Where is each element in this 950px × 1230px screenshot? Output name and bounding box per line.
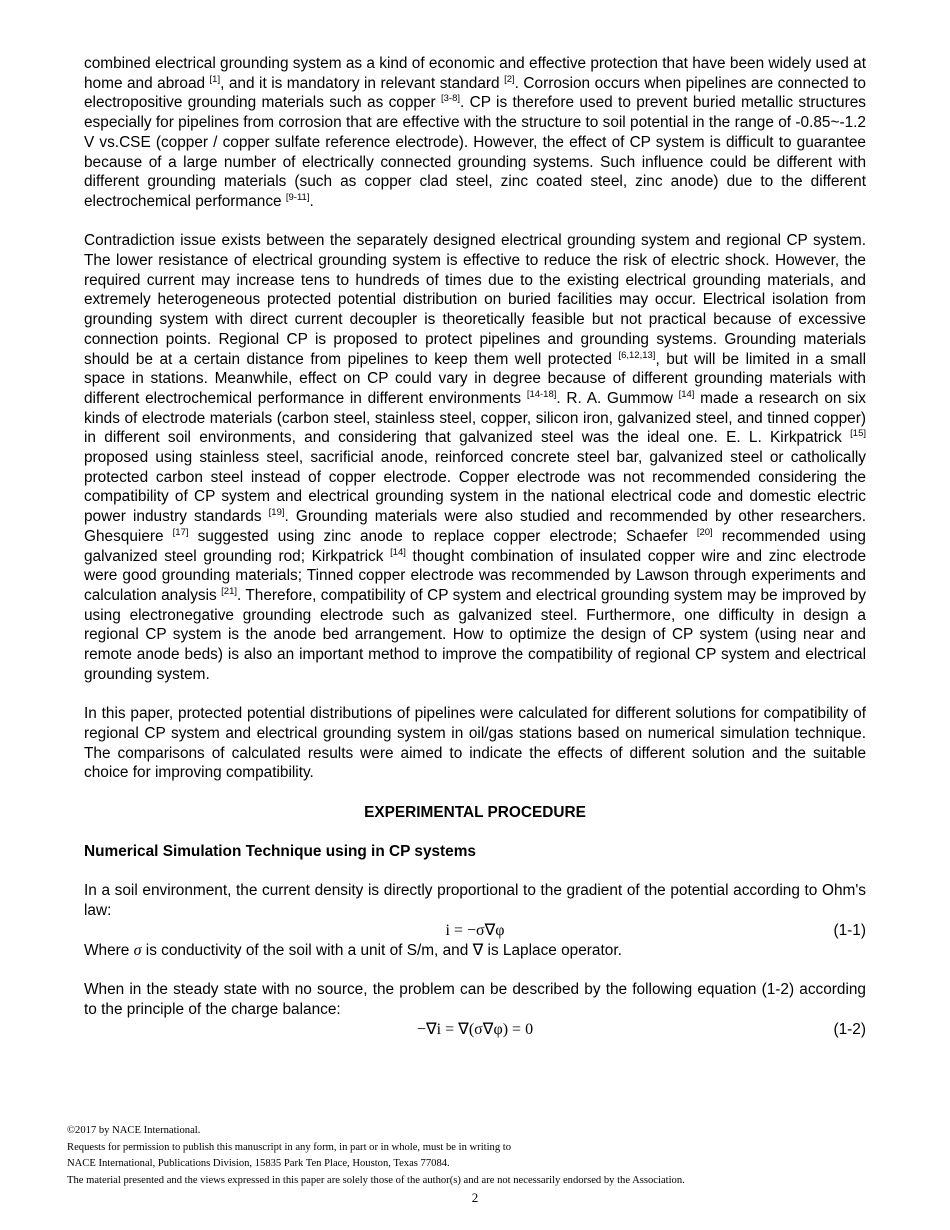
citation: [6,12,13]: [618, 349, 656, 361]
text-run: Contradiction issue exists between the separately designed electrical grounding system and regional CP system. The lower resistance of electrical grounding system is effective to reduce the risk of electric shock. However, the required current may increase tens to hundreds of times due to the existing electrical grounding materials, and extremely heterogeneous protected potential distribution on buried facilities may occur. Electrical isolation from grounding system with direct current decoupler is theoretically feasible but not practical because of excessive connection points. Regional CP is proposed to protect pipelines and grounding systems. Grounding materials should be at a certain distance from pipelines to keep them well protected: [84, 232, 866, 368]
text-run: . Therefore, compatibility of CP system and electrical grounding system may be improved by using electronegative grounding electrode such as galvanized steel. Furthermore, one difficulty in design a regional CP system is the anode bed arrangement. How to optimize the design of CP system (using near and remote anode beds) is also an important method to improve the compatibility of regional CP system and electrical grounding system.: [84, 586, 866, 683]
citation: [19]: [268, 507, 285, 519]
equation-1-2: [84, 1020, 866, 1040]
citation: [1]: [209, 73, 221, 85]
citation: [21]: [221, 585, 237, 597]
paragraph-intro-continued: [84, 54, 866, 212]
paragraph-steady-state: When in the steady state with no source, the problem can be described by the following equation (1-2) according to the principle of the charge balance:: [84, 981, 866, 1018]
text-run: . Grounding materials were also studied and recommended by other researchers. Ghesquiere: [84, 508, 866, 545]
paragraph-contradiction: [84, 231, 866, 684]
text-run: , but will be limited in a small space in stations. Meanwhile, effect on CP could vary in degree because of different grounding materials with different electrochemical performance in different environments: [84, 350, 866, 407]
citation: [15]: [850, 428, 866, 440]
page-content: [84, 54, 866, 1040]
page-footer: [67, 1123, 685, 1189]
sigma-symbol: σ: [133, 941, 142, 959]
footer-disclaimer: The material presented and the views expressed in this paper are solely those of the author(s) and are not necessarily endorsed by the Association.: [67, 1174, 685, 1186]
equation-number: (1-1): [833, 921, 866, 939]
text-run: Where: [84, 941, 134, 959]
equation-expression: −∇i = ∇(σ∇φ) = 0: [416, 1020, 534, 1038]
citation: [2]: [504, 73, 515, 85]
paragraph-ohms-law: In a soil environment, the current density is directly proportional to the gradient of the potential according to Ohm's law:: [84, 882, 866, 920]
footer-copyright: ©2017 by NACE International.: [67, 1125, 201, 1136]
text-run: proposed using stainless steel, sacrificial anode, reinforced concrete steel bar, galvanized steel or catholically protected carbon steel instead of copper electrode. Copper electrode was not recommended considering the compatibility of CP system and electrical grounding system in the national electrical code and domestic electric power industry standards: [84, 449, 866, 526]
paragraph-this-paper: In this paper, protected potential distributions of pipelines were calculated for different solutions for compatibility of regional CP system and electrical grounding system in oil/gas stations based on numerical simulation technique. The comparisons of calculated results were aimed to indicate the effects of different solution and the suitable choice for improving compatibility.: [84, 705, 866, 782]
paragraph-where: [84, 941, 866, 961]
equation-number: (1-2): [833, 1020, 866, 1038]
citation: [17]: [172, 526, 189, 538]
text-run: . R. A. Gummow: [556, 389, 679, 407]
text-run: . CP is therefore used to prevent buried metallic structures especially for pipelines from corrosion that are effective with the structure to soil potential in the range of -0.85~-1.2 V vs.CSE (copper / copper sulfate reference electrode). However, the effect of CP system is difficult to guarantee because of a large number of electrically connected grounding systems. Such influence could be different with different grounding materials (such as copper clad steel, zinc coated steel, zinc anode) due to the different electrochemical performance: [84, 94, 867, 210]
equation-expression: i = −σ∇φ: [445, 921, 505, 939]
text-run: recommended using galvanized steel grounding rod; Kirkpatrick: [84, 527, 866, 565]
footer-address: NACE International, Publications Division, 15835 Park Ten Place, Houston, Texas 77084.: [67, 1158, 450, 1169]
text-run: .: [309, 192, 314, 210]
citation: [14]: [678, 388, 695, 400]
section-heading: EXPERIMENTAL PROCEDURE: [364, 803, 586, 821]
citation: [14-18]: [526, 388, 557, 400]
footer-permission: Requests for permission to publish this manuscript in any form, in part or in whole, must be in writing to: [67, 1141, 512, 1153]
page-number: 2: [471, 1190, 479, 1205]
subsection-heading: Numerical Simulation Technique using in CP systems: [84, 843, 476, 861]
text-run: combined electrical grounding system as a kind of economic and effective protection that have been widely used at home and abroad: [84, 55, 866, 92]
citation: [3-8]: [441, 93, 461, 105]
citation: [9-11]: [285, 191, 310, 203]
text-run: suggested using zinc anode to replace copper electrode; Schaefer: [188, 527, 697, 545]
text-run: is Laplace operator.: [483, 941, 622, 959]
equation-1-1: [84, 921, 866, 941]
citation: [20]: [696, 526, 713, 538]
text-run: . Corrosion occurs when pipelines are connected to electropositive grounding materials such as copper: [84, 74, 866, 112]
nabla-symbol: ∇: [472, 941, 484, 959]
text-run: , and it is mandatory in relevant standard: [220, 74, 505, 92]
text-run: made a research on six kinds of electrode materials (carbon steel, stainless steel, copper, silicon iron, galvanized steel, and tinned copper) in different soil environments, and considering that galvanized steel was the ideal one. E. L. Kirkpatrick: [84, 389, 866, 447]
citation: [14]: [390, 546, 406, 558]
text-run: thought combination of insulated copper wire and zinc electrode were good grounding materials; Tinned copper electrode was recommended by Lawson through experiments and calculation analysis: [84, 547, 866, 604]
text-run: is conductivity of the soil with a unit of S/m, and: [141, 941, 473, 959]
